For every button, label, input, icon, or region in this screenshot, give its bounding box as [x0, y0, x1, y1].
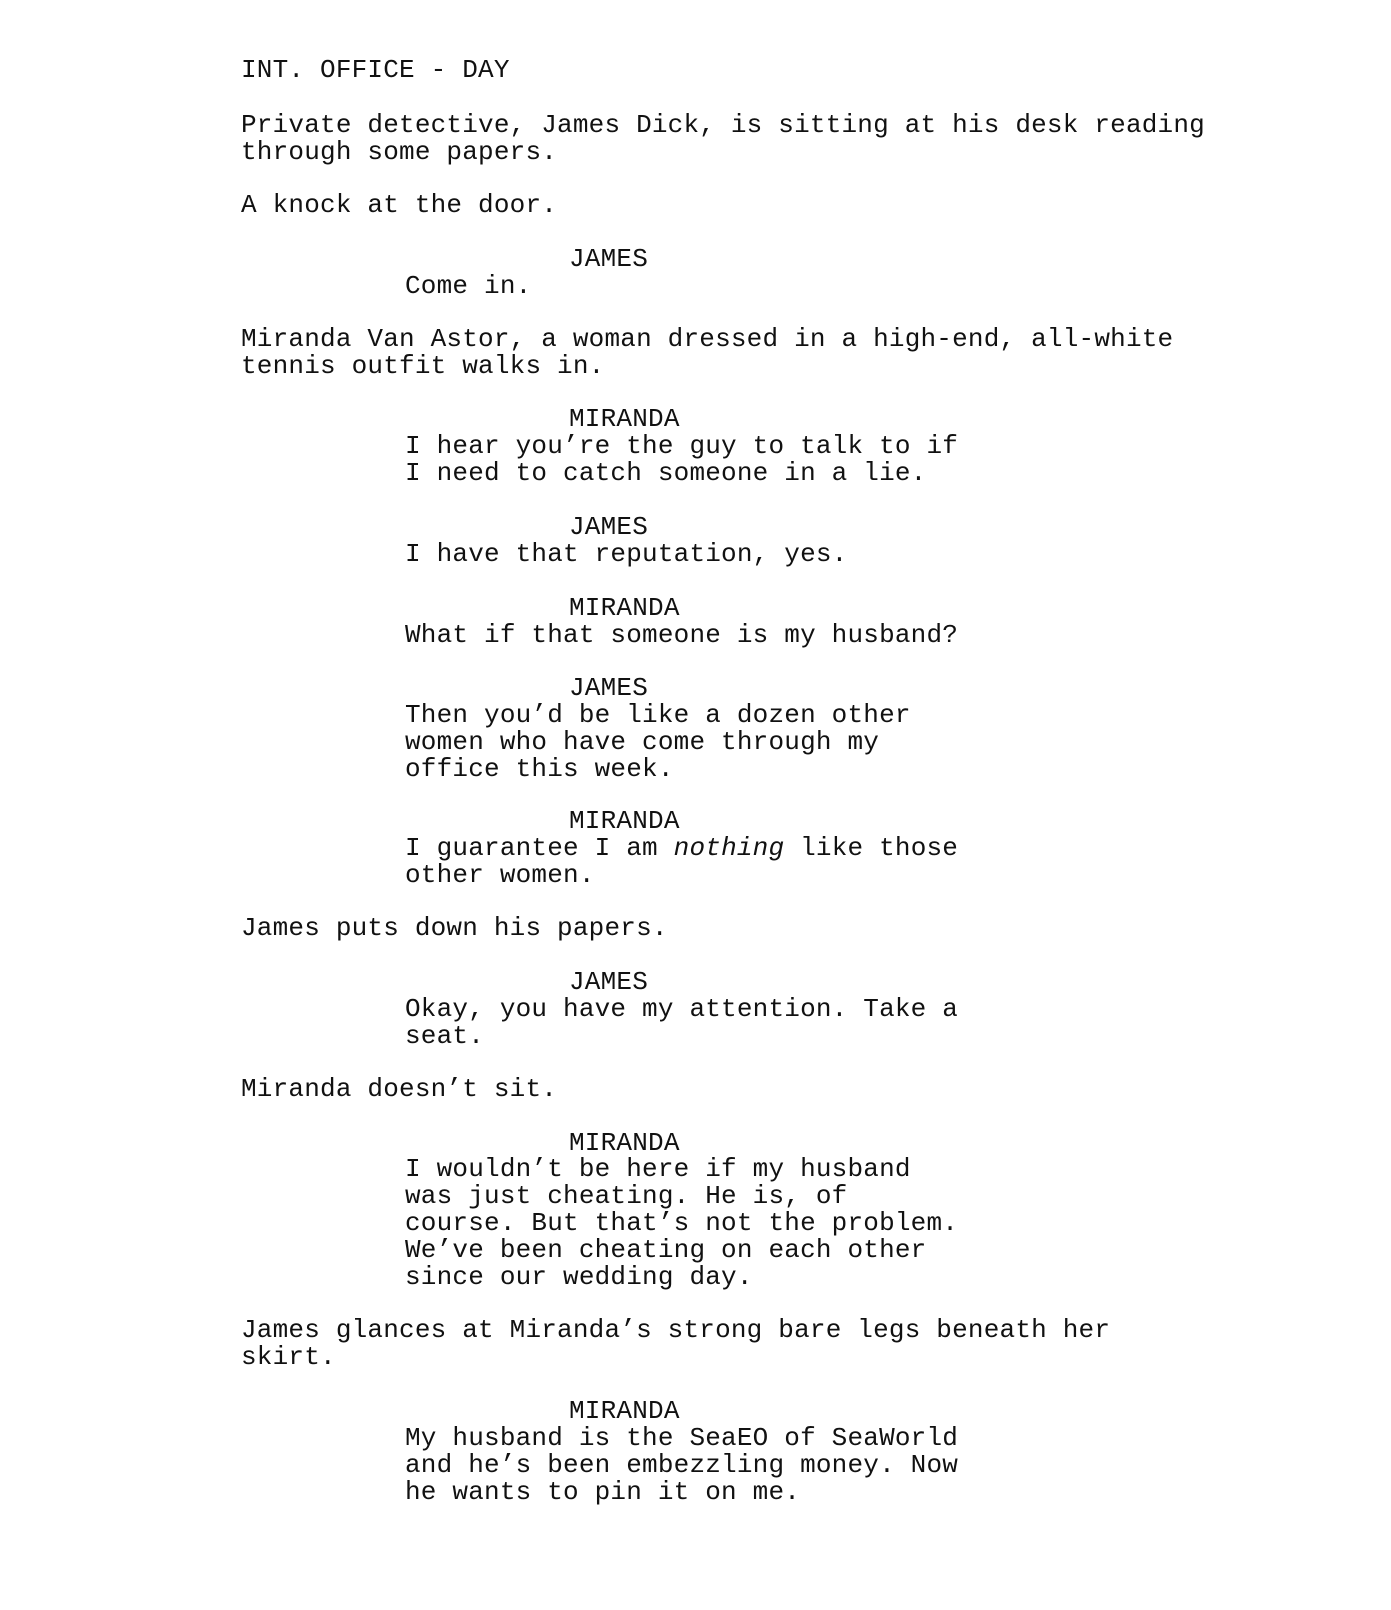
- character-cue: MIRANDA: [569, 1396, 680, 1426]
- dialogue: [405, 835, 958, 889]
- dialogue: I have that reputation, yes.: [405, 539, 848, 569]
- action-line: James puts down his papers.: [241, 913, 668, 943]
- action-line: Miranda Van Astor, a woman dressed in a high-end, all-white tennis outfit walks in.: [241, 324, 1174, 381]
- scene-heading: INT. OFFICE - DAY: [241, 55, 510, 85]
- character-cue: MIRANDA: [569, 1128, 680, 1158]
- dialogue: I wouldn’t be here if my husband was just cheating. He is, of course. But that’s not the problem. We’ve been cheating on each other since our wedding day.: [405, 1154, 959, 1292]
- action-line: Miranda doesn’t sit.: [241, 1074, 558, 1104]
- character-cue: JAMES: [569, 512, 649, 542]
- dialogue: Come in.: [405, 271, 532, 301]
- dialogue-text: I guarantee I am: [405, 833, 674, 863]
- character-cue: JAMES: [569, 244, 649, 274]
- action-line: James glances at Miranda’s strong bare legs beneath her skirt.: [241, 1315, 1111, 1372]
- character-cue: JAMES: [569, 673, 649, 703]
- dialogue-text: like those: [784, 833, 959, 863]
- character-cue: JAMES: [569, 967, 649, 997]
- dialogue: My husband is the SeaEO of SeaWorld and he’s been embezzling money. Now he wants to pin it on me.: [405, 1423, 959, 1507]
- action-line: Private detective, James Dick, is sitting at his desk reading through some papers.: [241, 110, 1205, 167]
- dialogue: Then you’d be like a dozen other women who have come through my office this week.: [405, 700, 911, 784]
- dialogue: What if that someone is my husband?: [405, 620, 959, 650]
- character-cue: MIRANDA: [569, 806, 680, 836]
- character-cue: MIRANDA: [569, 404, 680, 434]
- action-line: A knock at the door.: [241, 190, 558, 220]
- emphasis-text: nothing: [673, 833, 785, 863]
- dialogue: I hear you’re the guy to talk to if I need to catch someone in a lie.: [405, 431, 959, 488]
- character-cue: MIRANDA: [569, 593, 680, 623]
- dialogue-text: other women.: [405, 860, 595, 890]
- dialogue: Okay, you have my attention. Take a seat.: [405, 994, 959, 1051]
